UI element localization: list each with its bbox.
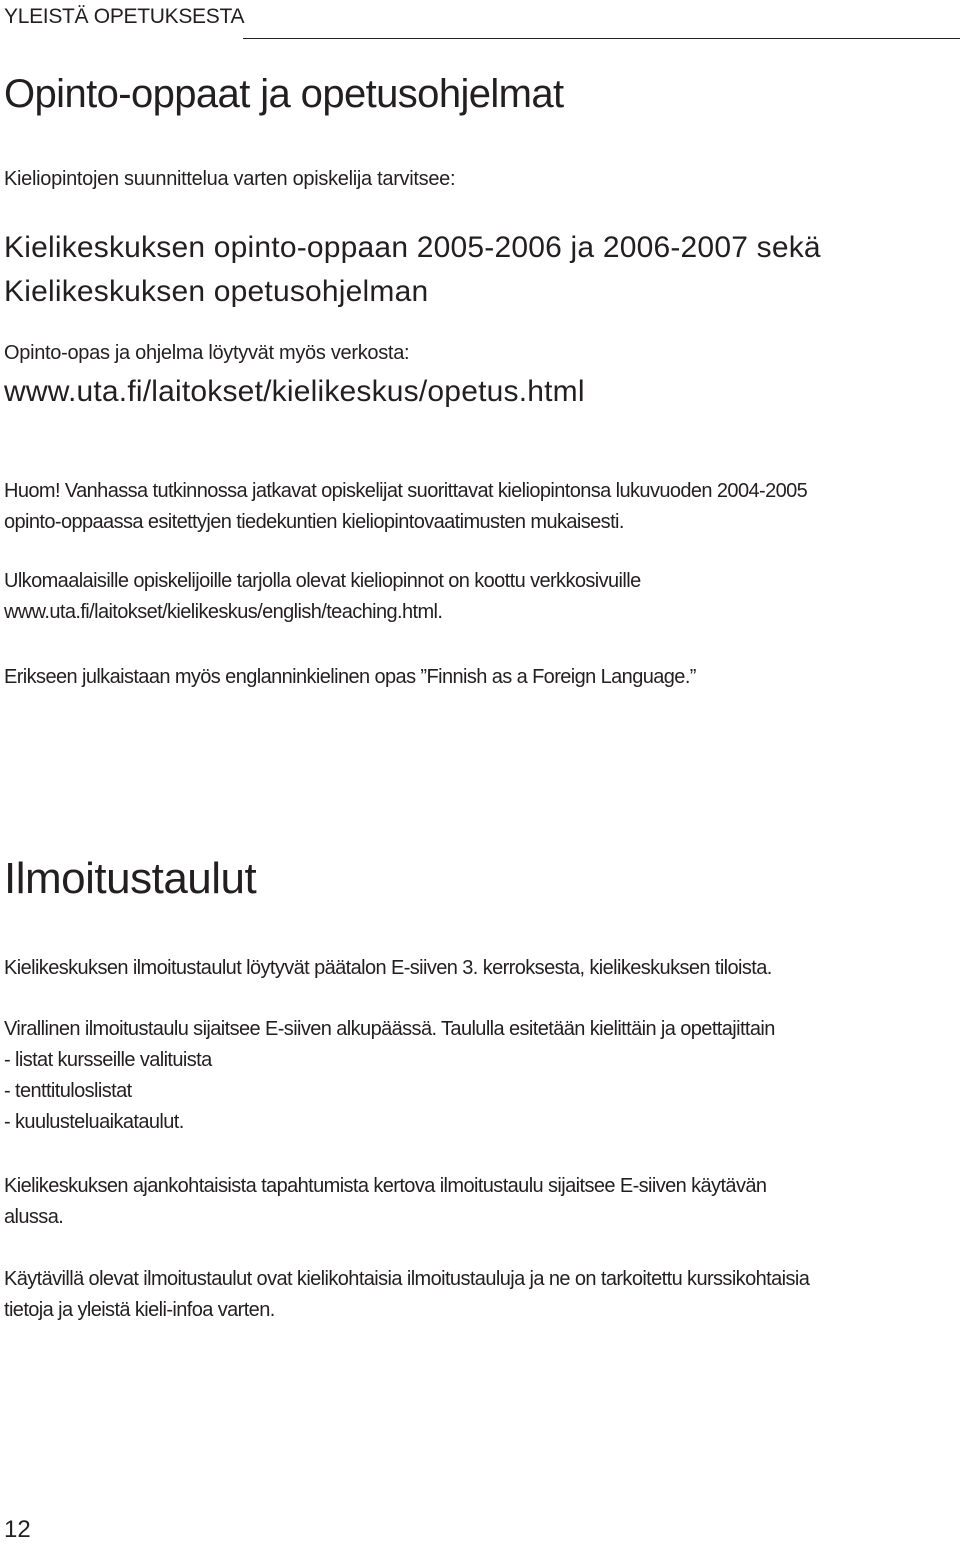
section-header: YLEISTÄ OPETUKSESTA (4, 5, 245, 28)
old-degree-note-line-2: opinto-oppaassa esitettyjen tiedekuntien kieliopintovaatimusten mukaisesti. (4, 511, 624, 533)
notice-boards-location: Kielikeskuksen ilmoitustaulut löytyvät päätalon E-siiven 3. kerroksesta, kielikeskuksen tiloista. (4, 957, 772, 979)
list-item: - listat kursseille valituista (4, 1049, 212, 1071)
events-board-line-1: Kielikeskuksen ajankohtaisista tapahtumista kertova ilmoitustaulu sijaitsee E-siiven käytävän (4, 1175, 767, 1197)
foreign-students-line-1: Ulkomaalaisille opiskelijoille tarjolla olevat kieliopinnot on koottu verkkosivuille (4, 570, 641, 592)
corridor-boards-line-2: tietoja ja yleistä kieli-infoa varten. (4, 1299, 275, 1321)
foreign-students-text (4, 566, 641, 628)
find-online-text: Opinto-opas ja ohjelma löytyvät myös verkosta: (4, 342, 410, 364)
english-teaching-link[interactable]: www.uta.fi/laitokset/kielikeskus/english/teaching.html. (4, 601, 443, 623)
corridor-boards-text (4, 1264, 809, 1326)
page-title: Opinto-oppaat ja opetusohjelmat (4, 72, 564, 116)
events-board-text (4, 1171, 766, 1233)
official-board-line-1: Virallinen ilmoitustaulu sijaitsee E-siiven alkupäässä. Taululla esitetään kielittäin ja opettajittain (4, 1018, 775, 1040)
events-board-line-2: alussa. (4, 1206, 64, 1228)
required-materials-line-2: Kielikeskuksen opetusohjelman (4, 275, 429, 308)
english-guide-text: Erikseen julkaistaan myös englanninkielinen opas ”Finnish as a Foreign Language.” (4, 666, 696, 688)
notice-boards-title: Ilmoitustaulut (4, 854, 257, 903)
required-materials-line-1: Kielikeskuksen opinto-oppaan 2005-2006 ja 2006-2007 sekä (4, 231, 821, 264)
old-degree-note (4, 476, 807, 538)
list-item: - tenttituloslistat (4, 1080, 132, 1102)
corridor-boards-line-1: Käytävillä olevat ilmoitustaulut ovat kielikohtaisia ilmoitustauluja ja ne on tarkoitettu kurssikohtaisia (4, 1268, 810, 1290)
list-item: - kuulusteluaikataulut. (4, 1111, 184, 1133)
old-degree-note-line-1: Huom! Vanhassa tutkinnossa jatkavat opiskelijat suorittavat kieliopintonsa lukuvuoden 2004-2005 (4, 480, 808, 502)
intro-text: Kieliopintojen suunnittelua varten opiskelija tarvitsee: (4, 168, 456, 190)
header-rule (243, 38, 960, 39)
page-number: 12 (4, 1516, 31, 1543)
required-materials (4, 226, 821, 314)
study-guide-link[interactable]: www.uta.fi/laitokset/kielikeskus/opetus.html (4, 375, 585, 408)
official-board-text (4, 1014, 775, 1138)
